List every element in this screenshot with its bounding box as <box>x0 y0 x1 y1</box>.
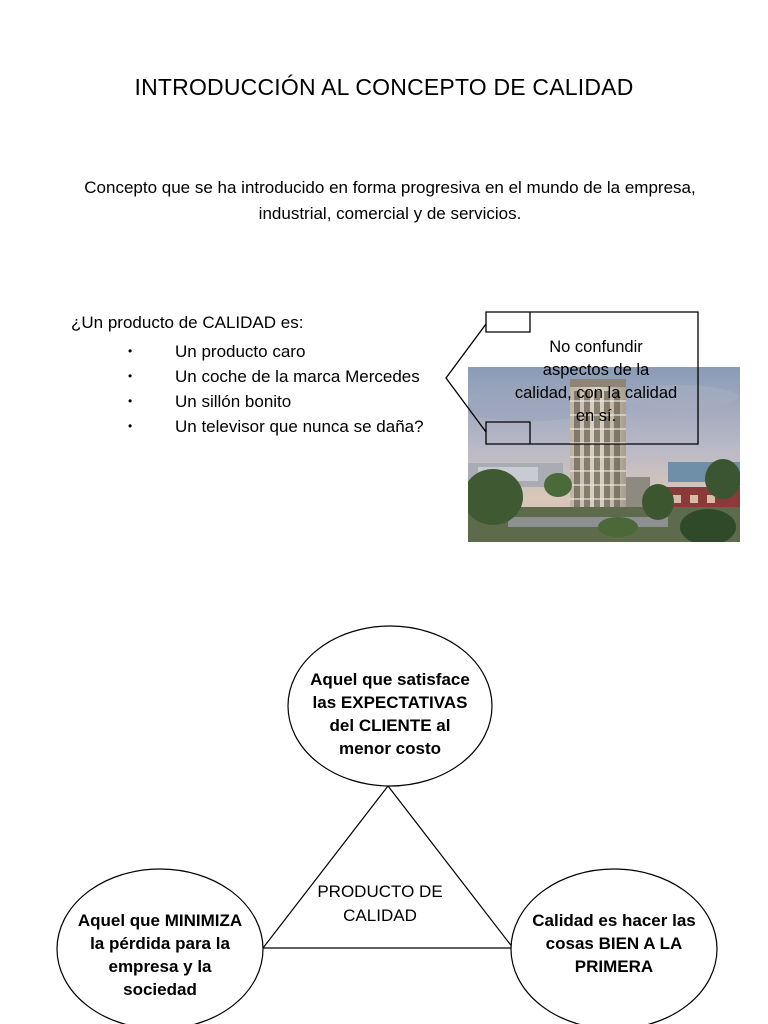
callout-note <box>492 336 700 428</box>
bullet-icon: • <box>128 394 133 408</box>
list-item-text: Un producto caro <box>175 342 306 361</box>
left-line-2: la pérdida para la <box>90 934 230 953</box>
top-line-2: las EXPECTATIVAS <box>312 693 468 712</box>
top-line-3: del CLIENTE al <box>329 716 451 735</box>
question-heading: ¿Un producto de CALIDAD es: <box>71 313 304 332</box>
top-line-1: Aquel que satisface <box>310 670 470 689</box>
left-line-4: sociedad <box>123 980 197 999</box>
right-ellipse-text <box>511 909 717 978</box>
list-item-text: Un coche de la marca Mercedes <box>175 367 420 386</box>
list-item <box>128 339 424 364</box>
intro-paragraph <box>60 175 720 227</box>
bullet-icon: • <box>128 419 133 433</box>
right-line-2: cosas BIEN A LA <box>545 934 683 953</box>
intro-line-1: Concepto que se ha introducido en forma progresiva en el mundo de la empresa, <box>84 178 696 197</box>
left-ellipse-text <box>57 909 263 1001</box>
list-item-text: Un sillón bonito <box>175 392 292 411</box>
bullet-icon: • <box>128 369 133 383</box>
intro-line-2: industrial, comercial y de servicios. <box>258 204 522 223</box>
bullet-list <box>128 339 424 439</box>
list-item-text: Un televisor que nunca se daña? <box>175 417 424 436</box>
page-title: INTRODUCCIÓN AL CONCEPTO DE CALIDAD <box>134 74 634 100</box>
callout-line-3: calidad, con la calidad <box>514 384 678 402</box>
top-ellipse-text <box>288 668 492 760</box>
left-line-1: Aquel que MINIMIZA <box>77 911 243 930</box>
callout-line-1: No confundir <box>549 338 643 356</box>
right-line-1: Calidad es hacer las <box>532 911 696 930</box>
list-item <box>128 414 424 439</box>
triangle-center-label <box>300 880 460 928</box>
left-line-3: empresa y la <box>108 957 212 976</box>
right-line-3: PRIMERA <box>574 957 654 976</box>
list-item <box>128 389 424 414</box>
bullet-icon: • <box>128 344 133 358</box>
callout-line-4: en sí. <box>575 407 617 425</box>
callout-line-2: aspectos de la <box>542 361 650 379</box>
center-line-1: PRODUCTO DE <box>317 882 443 901</box>
list-item <box>128 364 424 389</box>
top-line-4: menor costo <box>338 739 442 758</box>
center-line-2: CALIDAD <box>343 906 417 925</box>
